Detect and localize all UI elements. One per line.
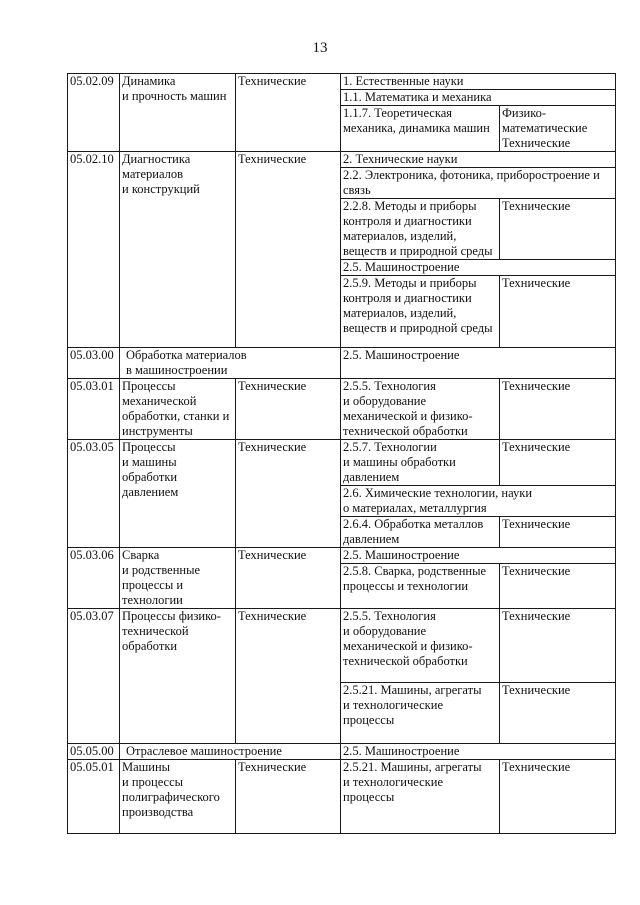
new-spec-cell: 2.2.8. Методы и приборы контроля и диагностики материалов, изделий, веществ и природной среды [341, 199, 500, 260]
new-spec-cell: 2.5.21. Машины, агрегаты и технологические процессы [341, 760, 500, 834]
old-type-cell: Технические [236, 760, 341, 834]
old-name-cell: Диагностика материалов и конструкций [120, 152, 236, 348]
page-number: 13 [312, 40, 328, 56]
new-field-cell: Технические [500, 609, 616, 683]
new-spec-cell: 2.5.5. Технология и оборудование механической и физико-технической обработки [341, 609, 500, 683]
old-name-cell: Сварка и родственные процессы и технологии [120, 548, 236, 609]
new-field-cell: Технические [500, 379, 616, 440]
old-code-cell: 05.03.01 [68, 379, 120, 440]
old-name-cell: Обработка материалов в машиностроении [120, 348, 341, 379]
old-type-cell: Технические [236, 379, 341, 440]
old-type-cell: Технические [236, 440, 341, 548]
new-field-cell: Технические [500, 276, 616, 348]
new-spec-cell: 2.5.7. Технологии и машины обработки давлением [341, 440, 500, 486]
old-type-cell: Технические [236, 74, 341, 152]
new-field-cell: Технические [500, 564, 616, 609]
old-code-cell: 05.05.01 [68, 760, 120, 834]
new-spec-cell: 2.5.9. Методы и приборы контроля и диагностики материалов, изделий, веществ и природной среды [341, 276, 500, 348]
old-name-cell: Динамика и прочность машин [120, 74, 236, 152]
group-cell: 2.5. Машиностроение [341, 548, 616, 564]
new-spec-cell: 1.1.7. Теоретическая механика, динамика машин [341, 106, 500, 152]
specialty-correspondence-table [67, 73, 616, 834]
new-spec-cell: 2.5.5. Технология и оборудование механической и физико-технической обработки [341, 379, 500, 440]
old-code-cell: 05.03.07 [68, 609, 120, 744]
old-code-cell: 05.03.06 [68, 548, 120, 609]
old-code-cell: 05.02.10 [68, 152, 120, 348]
new-field-cell: Технические [500, 760, 616, 834]
new-field-cell: Технические [500, 199, 616, 260]
old-type-cell: Технические [236, 548, 341, 609]
group-cell: 2.2. Электроника, фотоника, приборостроение и связь [341, 168, 616, 199]
area-cell: 2. Технические науки [341, 152, 616, 168]
new-field-cell: Физико-математические Технические [500, 106, 616, 152]
new-field-cell: Технические [500, 683, 616, 744]
area-cell: 2.5. Машиностроение [341, 348, 616, 379]
new-field-cell: Технические [500, 440, 616, 486]
old-name-cell: Процессы физико-технической обработки [120, 609, 236, 744]
group-cell: 1.1. Математика и механика [341, 90, 616, 106]
new-field-cell: Технические [500, 517, 616, 548]
old-name-cell: Процессы механической обработки, станки и инструменты [120, 379, 236, 440]
new-spec-cell: 2.6.4. Обработка металлов давлением [341, 517, 500, 548]
group-cell: 2.5. Машиностроение [341, 260, 616, 276]
old-name-cell: Процессы и машины обработки давлением [120, 440, 236, 548]
area-cell: 2.5. Машиностроение [341, 744, 616, 760]
area-cell: 1. Естественные науки [341, 74, 616, 90]
old-code-cell: 05.03.00 [68, 348, 120, 379]
old-name-cell: Отраслевое машиностроение [120, 744, 341, 760]
group-cell: 2.6. Химические технологии, науки о материалах, металлургия [341, 486, 616, 517]
old-type-cell: Технические [236, 152, 341, 348]
old-type-cell: Технические [236, 609, 341, 744]
old-code-cell: 05.05.00 [68, 744, 120, 760]
old-code-cell: 05.02.09 [68, 74, 120, 152]
new-spec-cell: 2.5.21. Машины, агрегаты и технологические процессы [341, 683, 500, 744]
new-spec-cell: 2.5.8. Сварка, родственные процессы и технологии [341, 564, 500, 609]
old-code-cell: 05.03.05 [68, 440, 120, 548]
old-name-cell: Машины и процессы полиграфического производства [120, 760, 236, 834]
